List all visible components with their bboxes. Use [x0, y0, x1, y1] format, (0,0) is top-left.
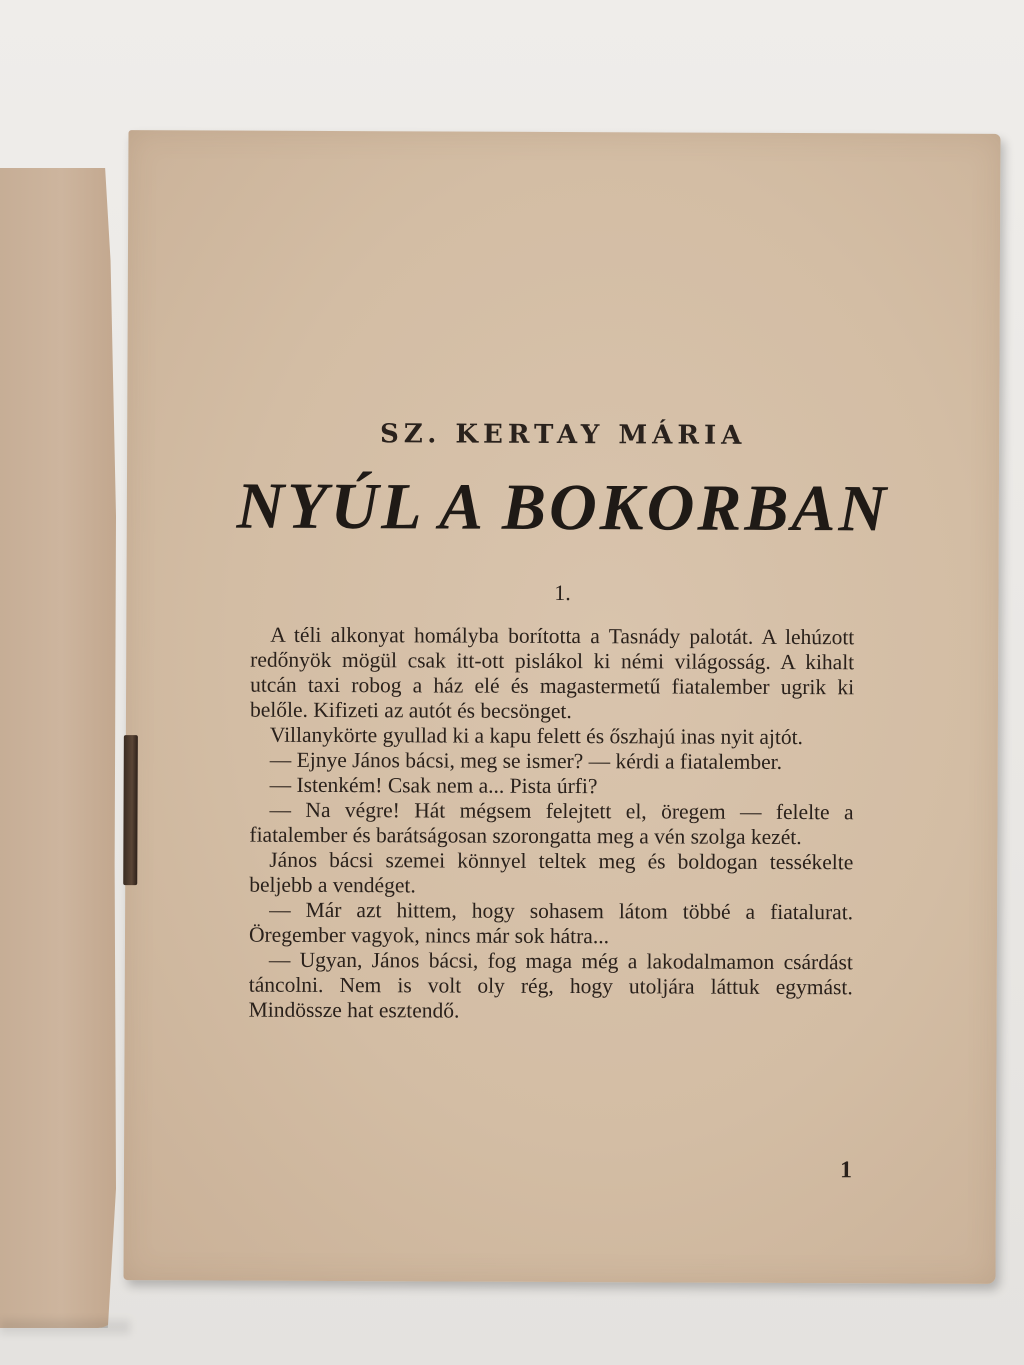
paragraph: — Már azt hittem, hogy sohasem látom többé a fiatalurat. Öregember vagyok, nincs már sok hátra... — [248, 897, 854, 949]
paragraph: Villanykörte gyullad ki a kapu felett és őszhajú inas nyit ajtót. — [269, 722, 804, 750]
chapter-number: 1. — [554, 579, 571, 606]
body-text — [249, 623, 855, 1026]
paragraph: A téli alkonyat homályba borította a Tasnády palotát. A lehúzott redőnyök mögül csak itt-ott pislákol ki némi világosság. A kihalt utcán taxi robog a ház elé és magastermetű fiatalember ugrik ki belőle. Kifizeti az autót és becsönget. — [249, 622, 855, 724]
paragraph: — Ejnye János bácsi, meg se ismer? — kérdi a fiatalember. — [269, 747, 783, 774]
paragraph: — Na végre! Hát mégsem felejtett el, öregem — felelte a fiatalember és barátságosan szorongatta meg a vén szolga kezét. — [249, 797, 854, 850]
left-booklet-page — [0, 168, 116, 1328]
paragraph: János bácsi szemei könnyel teltek meg és boldogan tessékelte beljebb a vendéget. — [249, 847, 854, 898]
author-name: SZ. KERTAY MÁRIA — [379, 419, 747, 451]
binding-staple — [123, 735, 138, 885]
book-page — [123, 130, 1000, 1284]
paragraph: — Ugyan, János bácsi, fog maga még a lakodalmamon csárdást táncolni. Nem is volt oly rég, hogy utoljára láttuk egymást. Mindössze hat esztendő. — [248, 947, 853, 1023]
left-booklet-shadow — [0, 1320, 130, 1334]
page-number: 1 — [839, 1157, 853, 1184]
book-title: NYÚL A BOKORBAN — [236, 469, 890, 546]
paragraph: — Istenkém! Csak nem a... Pista úrfi? — [269, 772, 598, 799]
